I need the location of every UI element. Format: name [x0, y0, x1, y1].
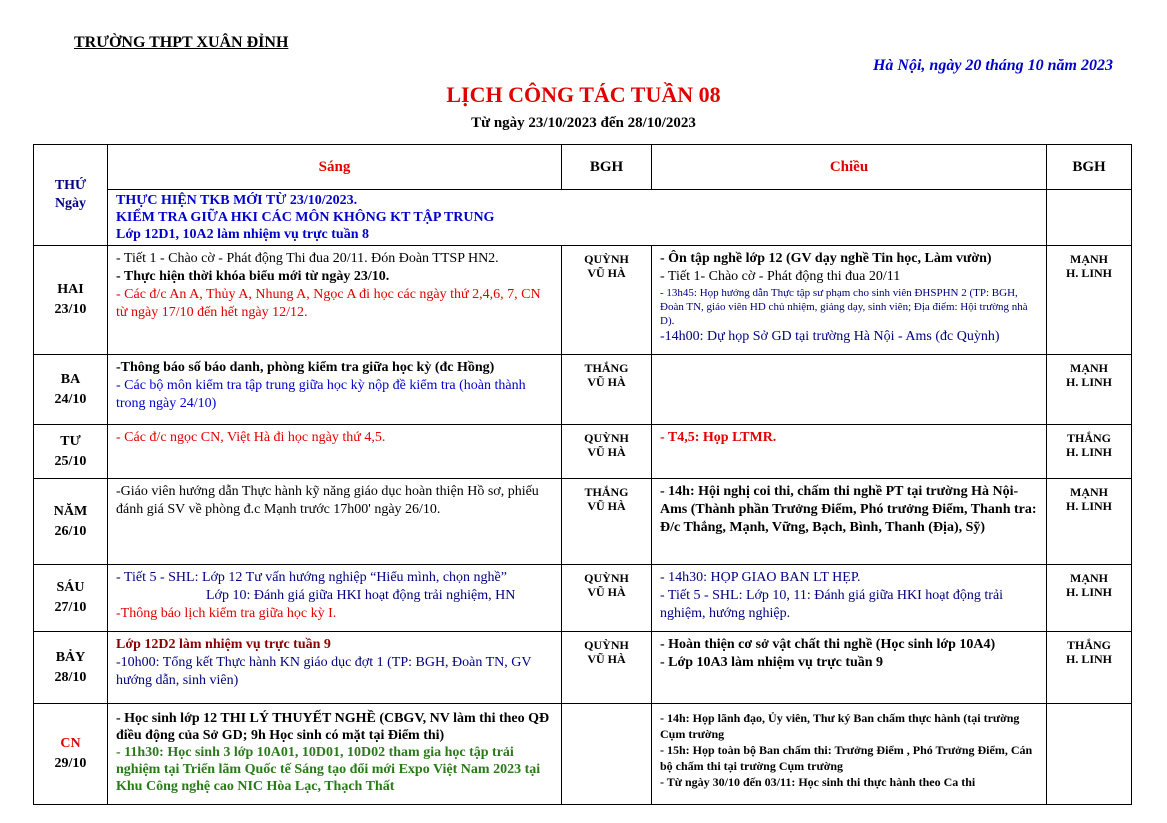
notice-line: Lớp 12D1, 10A2 làm nhiệm vụ trực tuần 8 [116, 227, 369, 242]
afternoon-item: - 14h: Họp lãnh đạo, Ủy viên, Thư ký Ban chấm thực hành (tại trường Cụm trường [660, 711, 1020, 741]
morning-item: - 11h30: Học sinh 3 lớp 10A01, 10D01, 10D02 tham gia học tập trải nghiệm tại Triển lãm Quốc tế Sáng tạo đổi mới Expo Việt Nam 2023 tại Khu Công nghệ cao NIC Hòa Lạc, Thạch Thất [116, 745, 541, 794]
notice-line: THỰC HIỆN TKB MỚI TỪ 23/10/2023. [116, 193, 358, 208]
bgh-name: VŨ HÀ [587, 266, 626, 280]
afternoon-cell [652, 355, 1047, 425]
page-subtitle: Từ ngày 23/10/2023 đến 28/10/2023 [471, 115, 696, 131]
bgh-morning-cell [562, 425, 652, 479]
day-date: 26/10 [54, 523, 87, 539]
afternoon-item: - 14h30: HỌP GIAO BAN LT HẸP. [660, 570, 861, 585]
notice-afternoon-empty [1047, 190, 1132, 246]
bgh-name: H. LINH [1065, 375, 1112, 389]
bgh-afternoon-cell [1047, 632, 1132, 704]
bgh-name: H. LINH [1065, 445, 1112, 459]
afternoon-cell [652, 565, 1047, 632]
bgh-name: THẮNG [1066, 431, 1111, 445]
morning-item: -10h00: Tổng kết Thực hành KN giáo dục đợt 1 (TP: BGH, Đoàn TN, GV hướng dẫn, sinh viên) [116, 655, 532, 688]
day-name: BA [60, 371, 81, 387]
day-row-cn [34, 704, 1132, 805]
day-date: 29/10 [54, 756, 87, 771]
afternoon-header: Chiều [652, 145, 1047, 190]
day-name: BẢY [55, 649, 86, 665]
bgh-afternoon-cell [1047, 425, 1132, 479]
bgh-name: VŨ HÀ [587, 585, 626, 599]
school-name: TRƯỜNG THPT XUÂN ĐỈNH [74, 34, 289, 51]
day-date: 25/10 [54, 453, 87, 469]
afternoon-item: - 14h: Hội nghị coi thi, chấm thi nghề PT tại trường Hà Nội-Ams (Thành phần Trưởng Điểm, Phó trưởng Điểm, Thanh tra: Đ/c Thắng, Mạnh, Vững, Bạch, Bình, Thanh (Địa), Sỹ) [660, 484, 1037, 535]
afternoon-item: -14h00: Dự họp Sở GD tại trường Hà Nội - Ams (đc Quỳnh) [660, 329, 1000, 344]
notice-line: KIỂM TRA GIỮA HKI CÁC MÔN KHÔNG KT TẬP TRUNG [116, 210, 495, 225]
day-row-nam [34, 479, 1132, 565]
day-header-bottom: Ngày [54, 196, 87, 211]
dateline: Hà Nội, ngày 20 tháng 10 năm 2023 [872, 57, 1113, 74]
bgh-afternoon-cell [1047, 565, 1132, 632]
day-name: NĂM [53, 503, 88, 519]
bgh-name: THẮNG [1066, 638, 1111, 652]
morning-header: Sáng [108, 145, 562, 190]
bgh-morning-cell [562, 479, 652, 565]
bgh-name: H. LINH [1065, 652, 1112, 666]
bgh-name: QUỲNH [584, 638, 629, 652]
day-cell [34, 479, 108, 565]
morning-cell [108, 246, 562, 355]
day-row-hai [34, 246, 1132, 355]
bgh-name: QUỲNH [584, 431, 629, 445]
day-cell [34, 246, 108, 355]
afternoon-cell [652, 479, 1047, 565]
morning-item: -Thông báo lịch kiểm tra giữa học kỳ I. [116, 606, 337, 621]
day-date: 27/10 [54, 600, 87, 615]
day-name: CN [60, 736, 81, 751]
afternoon-item: - Ôn tập nghề lớp 12 (GV dạy nghề Tin học, Làm vườn) [660, 251, 992, 266]
schedule-table [33, 144, 1132, 805]
day-header-top: THỨ [54, 178, 87, 193]
bgh-afternoon-cell [1047, 355, 1132, 425]
day-cell [34, 355, 108, 425]
afternoon-item: - Hoàn thiện cơ sở vật chất thi nghề (Học sinh lớp 10A4) [660, 637, 996, 652]
bgh-name: H. LINH [1065, 266, 1112, 280]
morning-cell [108, 355, 562, 425]
day-name: HAI [57, 282, 84, 297]
day-date: 24/10 [54, 391, 87, 407]
morning-item: - Học sinh lớp 12 THI LÝ THUYẾT NGHỀ (CBGV, NV làm thi theo QĐ điều động của Sở GD; 9h Học sinh có mặt tại Điểm thi) [116, 711, 550, 743]
afternoon-item: - Tiết 1- Chào cờ - Phát động thi đua 20/11 [660, 269, 901, 284]
day-column-header [34, 145, 108, 246]
bgh-afternoon-cell [1047, 704, 1132, 805]
day-cell [34, 704, 108, 805]
afternoon-cell [652, 425, 1047, 479]
header-row [34, 145, 1132, 190]
day-row-bay [34, 632, 1132, 704]
afternoon-item: - T4,5: Họp LTMR. [660, 430, 777, 445]
afternoon-item: - 15h: Họp toàn bộ Ban chấm thi: Trưởng Điểm , Phó Trưởng Điểm, Cán bộ chấm thi tại trường Cụm trường [660, 743, 1033, 773]
day-cell [34, 425, 108, 479]
day-name: SÁU [56, 580, 85, 595]
bgh-morning-cell [562, 246, 652, 355]
afternoon-item: - Tiết 5 - SHL: Lớp 10, 11: Đánh giá giữa HKI hoạt động trải nghiệm, hướng nghiệp. [660, 588, 1004, 621]
day-name: TƯ [60, 433, 81, 449]
bgh-afternoon-cell [1047, 246, 1132, 355]
bgh-morning-cell [562, 355, 652, 425]
morning-item: - Các bộ môn kiểm tra tập trung giữa học kỳ nộp đề kiểm tra (hoàn thành trong ngày 24/10) [116, 378, 526, 411]
morning-cell [108, 704, 562, 805]
bgh-name: VŨ HÀ [587, 652, 626, 666]
morning-cell [108, 479, 562, 565]
afternoon-item: - Lớp 10A3 làm nhiệm vụ trực tuần 9 [660, 655, 884, 670]
page-title: LỊCH CÔNG TÁC TUẦN 08 [446, 82, 721, 107]
afternoon-cell [652, 632, 1047, 704]
morning-item: Lớp 12D2 làm nhiệm vụ trực tuần 9 [116, 637, 331, 652]
day-cell [34, 565, 108, 632]
afternoon-cell [652, 246, 1047, 355]
morning-cell [108, 632, 562, 704]
day-row-ba [34, 355, 1132, 425]
bgh-morning-cell [562, 704, 652, 805]
afternoon-cell [652, 704, 1047, 805]
morning-item: - Thực hiện thời khóa biểu mới từ ngày 23/10. [116, 269, 390, 284]
notice-row [34, 190, 1132, 246]
day-row-sau [34, 565, 1132, 632]
bgh-name: H. LINH [1065, 585, 1112, 599]
day-date: 28/10 [54, 669, 87, 685]
bgh-name: THẮNG [584, 361, 629, 375]
bgh-name: QUỲNH [584, 252, 629, 266]
bgh-name: VŨ HÀ [587, 445, 626, 459]
day-date: 23/10 [54, 302, 87, 317]
morning-item: - Các đ/c An A, Thủy A, Nhung A, Ngọc A đi học các ngày thứ 2,4,6, 7, CN từ ngày 17/10 đến hết ngày 12/12. [116, 287, 541, 320]
bgh-name: MẠNH [1070, 485, 1108, 499]
morning-cell [108, 425, 562, 479]
day-cell [34, 632, 108, 704]
afternoon-item: - Từ ngày 30/10 đến 03/11: Học sinh thi thực hành theo Ca thi [660, 775, 976, 789]
bgh-name: QUỲNH [584, 571, 629, 585]
morning-item: - Tiết 1 - Chào cờ - Phát động Thi đua 20/11. Đón Đoàn TTSP HN2. [116, 251, 499, 266]
morning-item: - Tiết 5 - SHL: Lớp 12 Tư vấn hướng nghiệp “Hiểu mình, chọn nghề” [116, 570, 507, 585]
morning-item: - Các đ/c ngọc CN, Việt Hà đi học ngày thứ 4,5. [116, 430, 386, 445]
morning-item: -Thông báo số báo danh, phòng kiểm tra giữa học kỳ (đc Hồng) [116, 360, 495, 375]
bgh-morning-cell [562, 632, 652, 704]
bgh-header-1: BGH [562, 145, 652, 190]
morning-item: Lớp 10: Đánh giá giữa HKI hoạt động trải nghiệm, HN [206, 588, 516, 603]
bgh-name: VŨ HÀ [587, 375, 626, 389]
bgh-name: MẠNH [1070, 361, 1108, 375]
morning-item: -Giáo viên hướng dẫn Thực hành kỹ năng giáo dục hoàn thiện Hồ sơ, phiếu đánh giá SV về phòng đ.c Mạnh trước 17h00' ngày 26/10. [116, 484, 539, 517]
bgh-name: THẮNG [584, 485, 629, 499]
morning-cell [108, 565, 562, 632]
bgh-name: MẠNH [1070, 252, 1108, 266]
bgh-name: MẠNH [1070, 571, 1108, 585]
bgh-morning-cell [562, 565, 652, 632]
bgh-name: VŨ HÀ [587, 499, 626, 513]
notice-cell [108, 190, 1047, 246]
bgh-header-2: BGH [1047, 145, 1132, 190]
day-row-tu [34, 425, 1132, 479]
bgh-name: H. LINH [1065, 499, 1112, 513]
bgh-afternoon-cell [1047, 479, 1132, 565]
afternoon-item: - 13h45: Họp hướng dẫn Thực tập sư phạm cho sinh viên ĐHSPHN 2 (TP: BGH, Đoàn TN, giáo viên HD chủ nhiệm, giảng dạy, sinh viên; Địa điểm: Hội trường nhà D). [660, 287, 1028, 327]
